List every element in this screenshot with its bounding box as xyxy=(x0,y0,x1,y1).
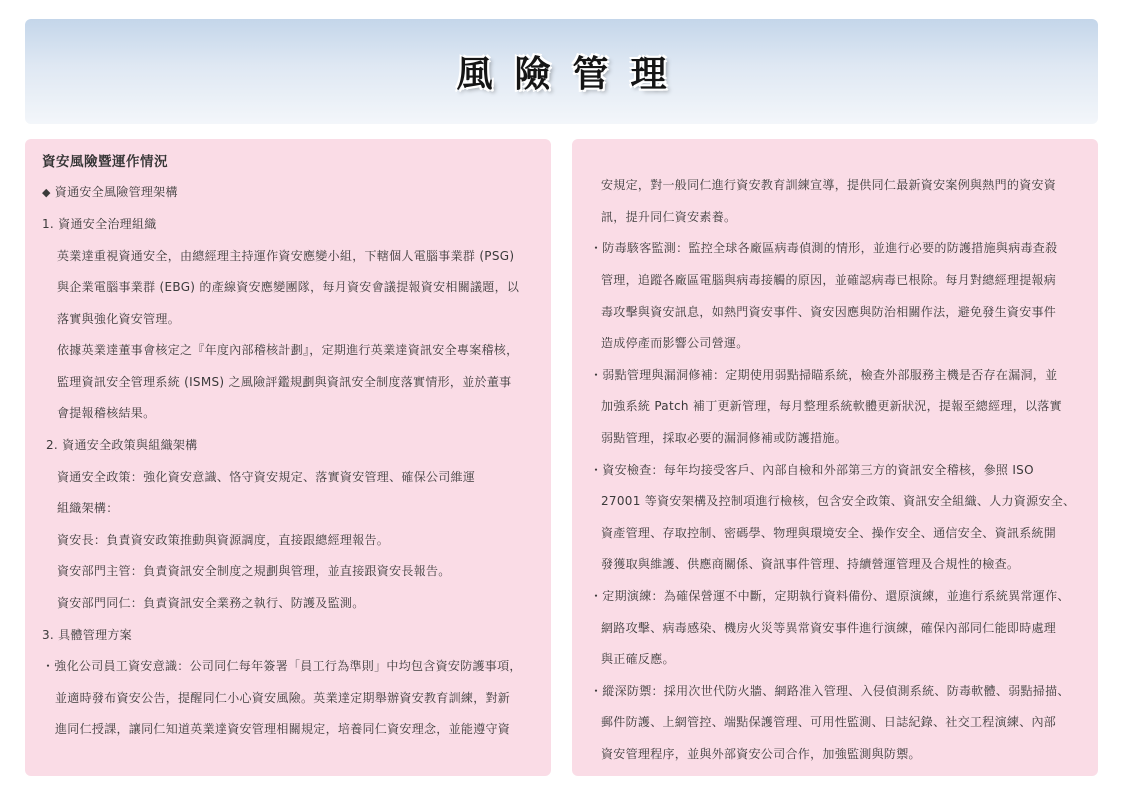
section-heading: 資安風險暨運作情況 xyxy=(42,154,168,170)
bullet-line: ・資安檢查：每年均接受客戶、內部自檢和外部第三方的資訊安全稽核，參照 ISO xyxy=(590,463,1034,477)
role-line: 資安部門同仁：負責資訊安全業務之執行、防護及監測。 xyxy=(57,596,365,610)
right-panel xyxy=(572,139,1098,776)
role-line: 資安部門主管：負責資訊安全制度之規劃與管理，並直接跟資安長報告。 xyxy=(57,564,451,578)
subsection-title: 3. 具體管理方案 xyxy=(42,628,132,642)
paragraph-line: 27001 等資安架構及控制項進行檢核，包含安全政策、資訊安全組織、人力資源安全、 xyxy=(601,494,1076,508)
paragraph-line: 資產管理、存取控制、密碼學、物理與環境安全、操作安全、通信安全、資訊系統開 xyxy=(601,526,1057,540)
paragraph-line: 安規定，對一般同仁進行資安教育訓練宣導，提供同仁最新資安案例與熱門的資安資 xyxy=(601,178,1057,192)
policy-line: 資通安全政策：強化資安意識、恪守資安規定、落實資安管理、確保公司維運 xyxy=(57,470,476,484)
page-title: 風險管理 xyxy=(456,54,689,95)
paragraph-line: 依據英業達董事會核定之『年度內部稽核計劃』，定期進行英業達資訊安全專案稽核， xyxy=(57,343,519,357)
subsection-title: 2. 資通安全政策與組織架構 xyxy=(46,438,198,452)
paragraph-line: 弱點管理，採取必要的漏洞修補或防護措施。 xyxy=(601,431,848,445)
paragraph-line: 落實與強化資安管理。 xyxy=(57,312,181,326)
paragraph-line: 英業達重視資通安全，由總經理主持運作資安應變小組，下轄個人電腦事業群 (PSG) xyxy=(57,249,515,263)
paragraph-line: 郵件防護、上網管控、端點保護管理、可用性監測、日誌紀錄、社交工程演練、內部 xyxy=(601,715,1057,729)
paragraph-line: 資安管理程序，並與外部資安公司合作，加強監測與防禦。 xyxy=(601,747,921,761)
title-banner xyxy=(25,19,1098,124)
paragraph-line: 監理資訊安全管理系統 (ISMS) 之風險評鑑規劃與資訊安全制度落實情形，並於董事 xyxy=(57,375,512,389)
bullet-line: 並適時發布資安公告，提醒同仁小心資安風險。英業達定期舉辦資安教育訓練，對新 xyxy=(55,691,511,705)
role-line: 資安長：負責資安政策推動與資源調度，直接跟總經理報告。 xyxy=(57,533,390,547)
paragraph-line: 會提報稽核結果。 xyxy=(57,406,156,420)
bullet-line: ・縱深防禦：採用次世代防火牆、網路准入管理、入侵偵測系統、防毒軟體、弱點掃描、 xyxy=(590,684,1070,698)
paragraph-line: 網路攻擊、病毒感染、機房火災等異常資安事件進行演練，確保內部同仁能即時處理 xyxy=(601,621,1057,635)
paragraph-line: 造成停產而影響公司營運。 xyxy=(601,336,749,350)
subsection-title: 1. 資通安全治理組織 xyxy=(42,217,157,231)
bullet-line: 進同仁授課，讓同仁知道英業達資安管理相關規定，培養同仁資安理念，並能遵守資 xyxy=(55,722,511,736)
framework-title xyxy=(42,184,178,201)
diamond-bullet-icon: ◆ xyxy=(42,186,51,199)
framework-title-text: 資通安全風險管理架構 xyxy=(54,185,178,199)
paragraph-line: 管理，追蹤各廠區電腦與病毒接觸的原因，並確認病毒已根除。每月對總經理提報病 xyxy=(601,273,1057,287)
paragraph-line: 毒攻擊與資安訊息，如熱門資安事件、資安因應與防治相關作法，避免發生資安事件 xyxy=(601,305,1057,319)
paragraph-line: 加強系統 Patch 補丁更新管理，每月整理系統軟體更新狀況，提報至總經理，以落實 xyxy=(601,399,1062,413)
org-label: 組織架構： xyxy=(57,501,119,515)
paragraph-line: 與企業電腦事業群 (EBG) 的產線資安應變團隊，每月資安會議提報資安相關議題，以 xyxy=(57,280,520,294)
bullet-line: ・定期演練：為確保營運不中斷，定期執行資料備份、還原演練，並進行系統異常運作、 xyxy=(590,589,1070,603)
left-panel xyxy=(25,139,551,776)
paragraph-line: 發獲取與維護、供應商關係、資訊事件管理、持續營運管理及合規性的檢查。 xyxy=(601,557,1020,571)
paragraph-line: 與正確反應。 xyxy=(601,652,675,666)
bullet-line: ・防毒駭客監測：監控全球各廠區病毒偵測的情形，並進行必要的防護措施與病毒查殺 xyxy=(590,241,1058,255)
bullet-line: ・強化公司員工資安意識：公司同仁每年簽署「員工行為準則」中均包含資安防護事項， xyxy=(42,659,522,673)
bullet-line: ・弱點管理與漏洞修補：定期使用弱點掃瞄系統，檢查外部服務主機是否存在漏洞，並 xyxy=(590,368,1058,382)
paragraph-line: 訊，提升同仁資安素養。 xyxy=(601,210,737,224)
